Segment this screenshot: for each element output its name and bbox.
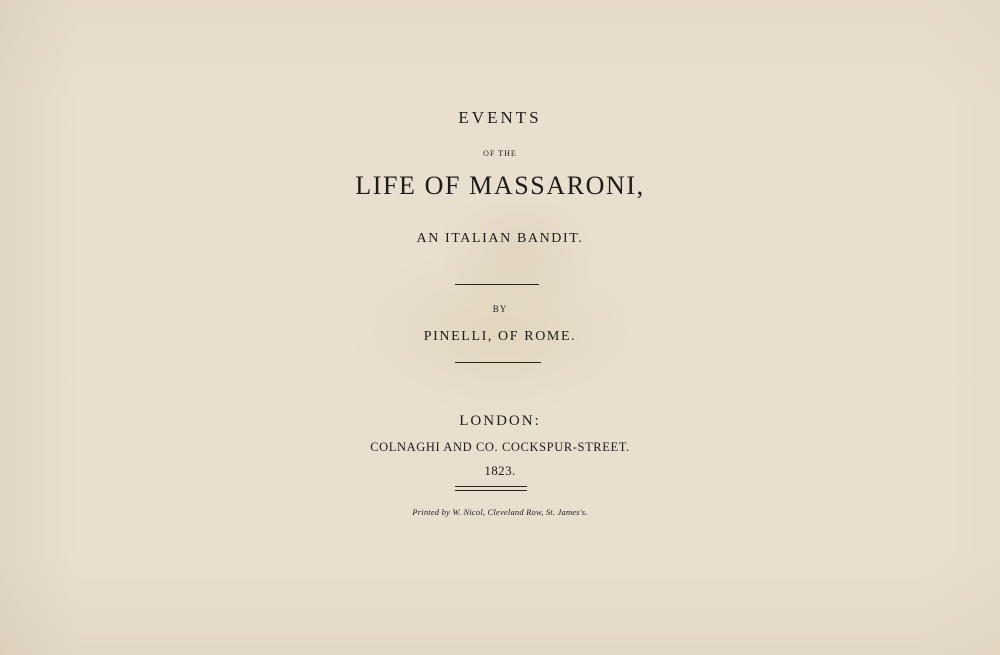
subtitle: AN ITALIAN BANDIT. [416, 231, 584, 246]
imprint-city: LONDON: [459, 413, 541, 429]
imprint-year: 1823. [484, 463, 516, 478]
main-title: LIFE OF MASSARONI, [355, 171, 645, 200]
double-rule-divider [455, 486, 527, 491]
author-name: PINELLI, OF ROME. [423, 329, 577, 344]
by-label: BY [492, 304, 508, 314]
title-heading: EVENTS [458, 108, 542, 127]
imprint-publisher: COLNAGHI AND CO. COCKSPUR-STREET. [370, 440, 630, 454]
title-connector: OF THE [483, 149, 517, 158]
divider-rule-top [455, 284, 539, 285]
printer-note: Printed by W. Nicol, Cleveland Row, St. James's. [412, 507, 588, 517]
divider-rule-bottom [455, 362, 541, 363]
